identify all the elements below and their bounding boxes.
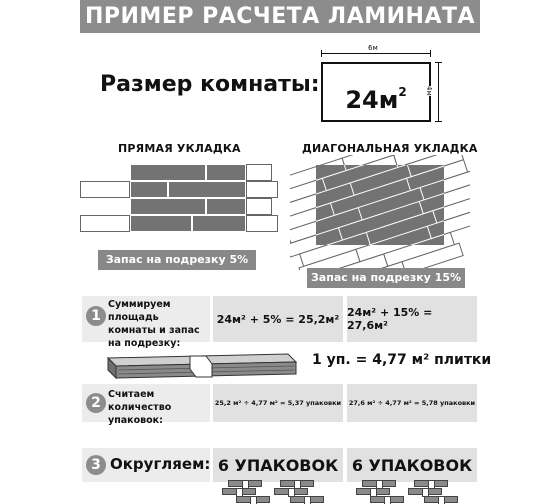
step-3-result-diagonal: 6 УПАКОВОК — [347, 448, 477, 482]
room-size-label: Размер комнаты: — [100, 72, 320, 97]
page-title: ПРИМЕР РАСЧЕТА ЛАМИНАТА — [84, 4, 476, 29]
straight-layout-title: ПРЯМАЯ УКЛАДКА — [118, 142, 241, 155]
room-width-label: 6м — [368, 44, 378, 52]
step-1-result-diagonal: 24м² + 15% = 27,6м² — [347, 296, 477, 342]
step-1-text: Суммируем площадь комнаты и запас на подрезку: — [108, 299, 200, 349]
diagonal-layout-diagram — [290, 155, 470, 270]
diagonal-layout-title: ДИАГОНАЛЬНАЯ УКЛАДКА — [302, 142, 478, 155]
step-3-result-straight: 6 УПАКОВОК — [213, 448, 343, 482]
step-2-result-diagonal: 27,6 м² ÷ 4,77 м² = 5,78 упаковки — [347, 384, 477, 422]
package-stack-straight — [220, 480, 340, 504]
step-1-result-straight: 24м² + 5% = 25,2м² — [213, 296, 343, 342]
room-height-dimension — [438, 62, 439, 122]
room-width-dimension — [321, 53, 431, 54]
straight-layout-caption: Запас на подрезку 5% — [98, 250, 256, 270]
step-3-badge: 3 — [86, 455, 106, 475]
straight-layout-diagram — [80, 160, 280, 245]
diagonal-layout-caption: Запас на подрезку 15% — [307, 268, 465, 288]
step-2-badge: 2 — [86, 393, 106, 413]
step-3-text: Округляем: — [110, 455, 211, 473]
laminate-package-icon — [98, 340, 298, 384]
step-2-result-straight: 25,2 м² ÷ 4,77 м² = 5,37 упаковки — [213, 384, 343, 422]
package-stack-diagonal — [354, 480, 474, 504]
room-height-label: 4м — [425, 86, 433, 96]
package-size: 1 уп. = 4,77 м² плитки — [312, 352, 492, 368]
step-1-badge: 1 — [86, 306, 106, 326]
step-2-text: Считаем количество упаковок: — [108, 389, 172, 426]
room-area: $24м^2$ — [345, 85, 407, 114]
